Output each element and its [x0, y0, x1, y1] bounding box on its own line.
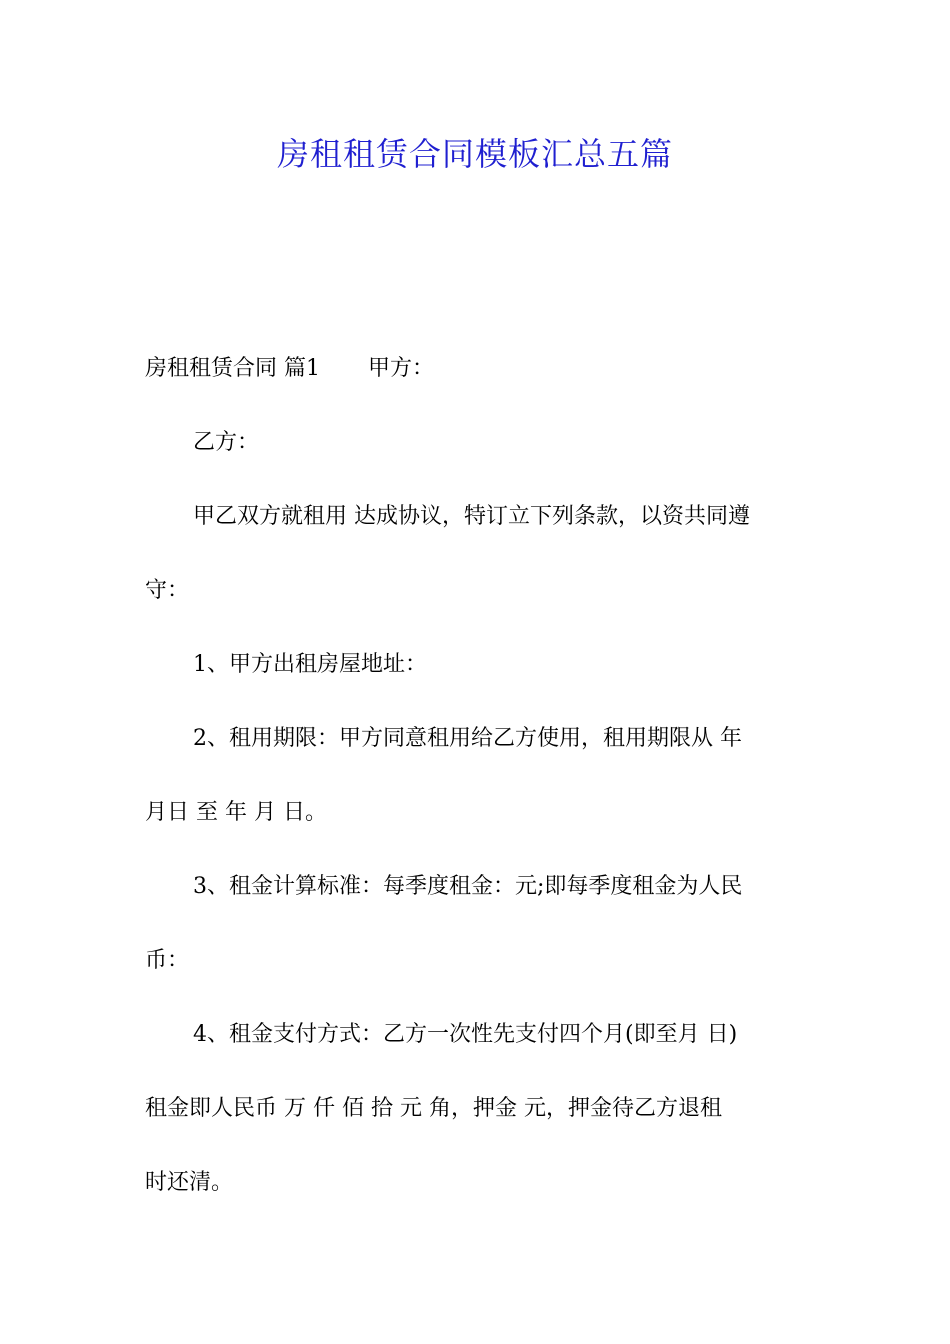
document-title: 房租租赁合同模板汇总五篇	[276, 135, 673, 173]
clause-3-rent-standard-continued: 币：	[145, 948, 190, 973]
party-a-label: 甲方：	[368, 356, 435, 381]
contract-section-title: 房租租赁合同 篇1	[145, 356, 320, 381]
clause-4-payment-end: 时还清。	[145, 1170, 234, 1195]
clause-2-term-continued: 月日 至 年 月 日。	[145, 800, 327, 825]
clause-2-term: 2、租用期限：甲方同意租用给乙方使用，租用期限从 年	[193, 726, 742, 751]
party-b-label: 乙方：	[193, 430, 260, 455]
clause-1-address: 1、甲方出租房屋地址：	[193, 652, 427, 677]
clause-4-payment: 4、租金支付方式：乙方一次性先支付四个月(即至月 日)	[193, 1022, 738, 1047]
agreement-intro-continued: 守：	[145, 578, 190, 603]
clause-3-rent-standard: 3、租金计算标准：每季度租金：元;即每季度租金为人民	[193, 874, 743, 899]
clause-4-payment-continued: 租金即人民币 万 仟 佰 拾 元 角，押金 元，押金待乙方退租	[145, 1096, 722, 1121]
agreement-intro-line: 甲乙双方就租用 达成协议，特订立下列条款，以资共同遵	[193, 504, 750, 529]
contract-body	[145, 332, 810, 1220]
contract-heading-line	[145, 332, 810, 406]
